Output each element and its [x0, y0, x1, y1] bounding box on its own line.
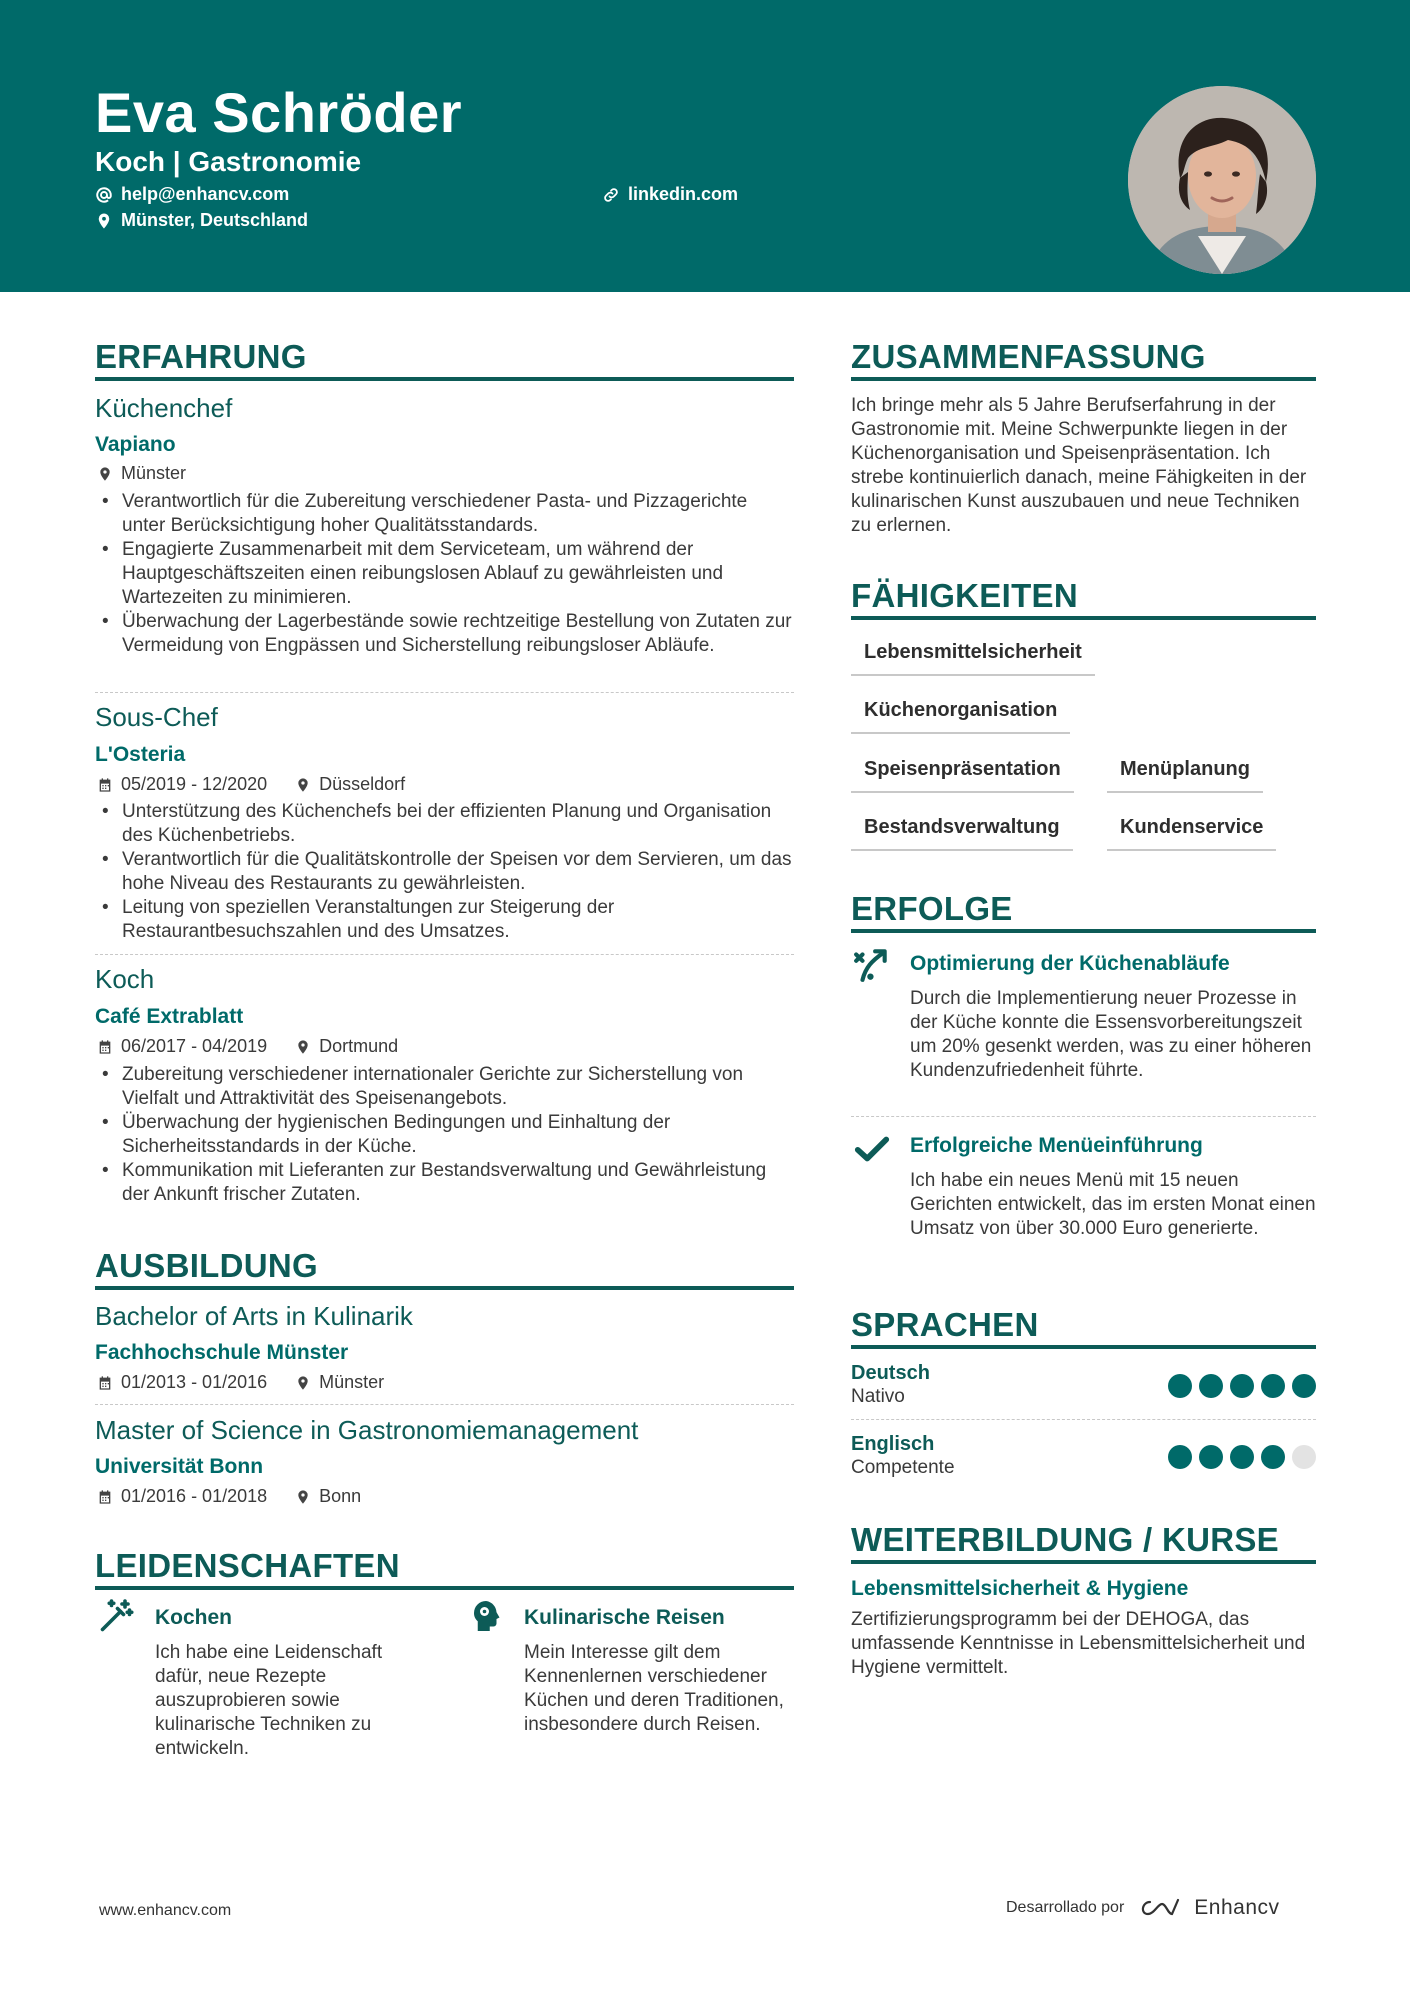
bullet-item: • Leitung von speziellen Veranstaltungen zur Steigerung der Restaurantbesuchszahlen und des Umsatzes. [95, 896, 795, 944]
job-bullets [95, 490, 795, 658]
section-title-courses: WEITERBILDUNG / KURSE [851, 1521, 1279, 1558]
head-brain-icon [468, 1598, 504, 1634]
bullet-item: • Verantwortlich für die Zubereitung verschiedener Pasta- und Pizzagerichte unter Berücksichtigung hoher Qualitätsstandards. [95, 490, 795, 538]
skill-tag: Lebensmittelsicherheit [851, 641, 1095, 676]
rating-dot-empty [1292, 1445, 1316, 1469]
bullet-item: • Kommunikation mit Lieferanten zur Bestandsverwaltung und Gewährleistung der Ankunft frischer Zutaten. [95, 1159, 795, 1207]
passion-text: Mein Interesse gilt dem Kennenlernen verschiedener Küchen und deren Traditionen, insbesondere durch Reisen. [524, 1642, 784, 1735]
section-rule [851, 929, 1316, 933]
section-rule [851, 1560, 1316, 1564]
candidate-name: Eva Schröder [95, 81, 463, 144]
course-text: Zertifizierungsprogramm bei der DEHOGA, das umfassende Kenntnisse in Lebensmittelsicherheit und Hygiene vermittelt. [851, 1609, 1306, 1678]
job-title: Küchenchef [95, 393, 233, 423]
brand-name: Enhancv [1194, 1896, 1280, 1919]
section-rule [851, 1345, 1316, 1349]
website-text: linkedin.com [628, 184, 739, 204]
language-level: Competente [851, 1457, 955, 1478]
school-name: Universität Bonn [95, 1455, 264, 1478]
rating-dot-filled [1168, 1445, 1192, 1469]
language-rating [1168, 1445, 1316, 1469]
rating-dot-filled [1261, 1445, 1285, 1469]
job-location: Dortmund [319, 1036, 399, 1056]
section-title-summary: ZUSAMMENFASSUNG [851, 338, 1206, 375]
course-title: Lebensmittelsicherheit & Hygiene [851, 1577, 1189, 1600]
website-contact[interactable] [602, 184, 738, 205]
at-icon [95, 186, 113, 204]
education-meta [97, 1486, 361, 1507]
location-text: Münster, Deutschland [121, 210, 309, 230]
section-title-achievements: ERFOLGE [851, 890, 1013, 927]
job-title: Koch [95, 964, 155, 994]
language-name: Englisch [851, 1433, 935, 1455]
job-bullets [95, 1063, 795, 1207]
section-rule [851, 616, 1316, 620]
degree-title: Master of Science in Gastronomiemanagement [95, 1415, 639, 1445]
footer-website[interactable]: www.enhancv.com [99, 1902, 232, 1919]
location-pin-icon [295, 1489, 311, 1505]
skill-tag: Menüplanung [1107, 758, 1263, 793]
section-title-languages: SPRACHEN [851, 1306, 1039, 1343]
company-name: Café Extrablatt [95, 1005, 244, 1028]
email-contact[interactable] [95, 184, 289, 205]
header-banner [0, 0, 1410, 292]
enhancv-logo-icon [1136, 1896, 1182, 1920]
job-bullets [95, 800, 795, 944]
company-name: L'Osteria [95, 743, 186, 766]
link-icon [602, 186, 620, 204]
checkmark-icon [853, 1130, 891, 1168]
job-meta [97, 463, 186, 484]
bullet-item: • Überwachung der Lagerbestände sowie rechtzeitige Bestellung von Zutaten zur Vermeidung von Engpässen und Sicherstellung reibungsloser Abläufe. [95, 610, 795, 658]
candidate-title: Koch | Gastronomie [95, 146, 362, 177]
rating-dot-filled [1292, 1374, 1316, 1398]
strategy-arrow-icon [853, 945, 891, 983]
bullet-item: • Verantwortlich für die Qualitätskontrolle der Speisen vor dem Servieren, um das hohe Niveau des Restaurants zu gewährleisten. [95, 848, 795, 896]
section-title-education: AUSBILDUNG [95, 1247, 318, 1284]
section-title-passions: LEIDENSCHAFTEN [95, 1547, 400, 1584]
rating-dot-filled [1230, 1374, 1254, 1398]
section-title-experience: ERFAHRUNG [95, 338, 307, 375]
rating-dot-filled [1199, 1445, 1223, 1469]
location-contact [95, 210, 308, 231]
rating-dot-filled [1168, 1374, 1192, 1398]
job-dates: 06/2017 - 04/2019 [121, 1036, 268, 1056]
achievement-text: Ich habe ein neues Menü mit 15 neuen Gerichten entwickelt, das im ersten Monat einen Umsatz von über 30.000 Euro generierte. [910, 1170, 1316, 1239]
powered-by-text: Desarrollado por [1006, 1899, 1125, 1916]
location-pin-icon [295, 1039, 311, 1055]
education-location: Münster [319, 1372, 385, 1392]
job-title: Sous-Chef [95, 702, 218, 732]
achievement-title: Optimierung der Küchenabläufe [910, 952, 1230, 975]
bullet-item: • Unterstützung des Küchenchefs bei der effizienten Planung und Organisation des Küchenbetriebs. [95, 800, 795, 848]
section-rule [95, 377, 794, 381]
divider [95, 954, 794, 955]
divider [851, 1116, 1316, 1117]
bullet-item: • Überwachung der hygienischen Bedingungen und Einhaltung der Sicherheitsstandards in der Küche. [95, 1111, 795, 1159]
divider [95, 1404, 794, 1405]
passion-title: Kochen [155, 1606, 233, 1629]
passion-title: Kulinarische Reisen [524, 1606, 725, 1629]
job-location: Münster [121, 463, 187, 483]
job-dates: 05/2019 - 12/2020 [121, 774, 268, 794]
calendar-icon [97, 1489, 113, 1505]
education-dates: 01/2016 - 01/2018 [121, 1486, 268, 1506]
rating-dot-filled [1199, 1374, 1223, 1398]
section-rule [95, 1586, 794, 1590]
skill-tag: Bestandsverwaltung [851, 816, 1073, 851]
footer-branding [1006, 1896, 1280, 1920]
school-name: Fachhochschule Münster [95, 1341, 349, 1364]
rating-dot-filled [1230, 1445, 1254, 1469]
divider [95, 692, 794, 693]
calendar-icon [97, 1039, 113, 1055]
skill-tag: Kundenservice [1107, 816, 1276, 851]
language-level: Nativo [851, 1386, 905, 1407]
profile-photo [1128, 86, 1316, 274]
location-pin-icon [95, 212, 113, 230]
company-name: Vapiano [95, 433, 176, 456]
location-pin-icon [97, 466, 113, 482]
section-title-skills: FÄHIGKEITEN [851, 577, 1078, 614]
bullet-item: • Engagierte Zusammenarbeit mit dem Serviceteam, um während der Hauptgeschäftszeiten einen reibungslosen Ablauf zu gewährleisten und Wartezeiten zu minimieren. [95, 538, 795, 610]
rating-dot-filled [1261, 1374, 1285, 1398]
job-meta [97, 774, 405, 795]
education-dates: 01/2013 - 01/2016 [121, 1372, 268, 1392]
divider [851, 1419, 1316, 1420]
education-location: Bonn [319, 1486, 362, 1506]
location-pin-icon [295, 777, 311, 793]
magic-wand-icon [98, 1598, 134, 1634]
job-meta [97, 1036, 398, 1057]
achievement-title: Erfolgreiche Menüeinführung [910, 1134, 1203, 1157]
section-rule [851, 377, 1316, 381]
location-pin-icon [295, 1375, 311, 1391]
achievement-text: Durch die Implementierung neuer Prozesse in der Küche konnte die Essensvorbereitungszeit um 20% gesenkt werden, was zu einer höheren Kundenzufriedenheit führte. [910, 988, 1312, 1081]
section-rule [95, 1286, 794, 1290]
calendar-icon [97, 777, 113, 793]
skill-tag: Speisenpräsentation [851, 758, 1074, 793]
bullet-item: • Zubereitung verschiedener internationaler Gerichte zur Sicherstellung von Vielfalt und Attraktivität des Speisenangebots. [95, 1063, 795, 1111]
email-text: help@enhancv.com [121, 184, 290, 204]
language-rating [1168, 1374, 1316, 1398]
degree-title: Bachelor of Arts in Kulinarik [95, 1301, 413, 1331]
passion-text: Ich habe eine Leidenschaft dafür, neue Rezepte auszuprobieren sowie kulinarische Techniken zu entwickeln. [155, 1642, 383, 1759]
education-meta [97, 1372, 384, 1393]
calendar-icon [97, 1375, 113, 1391]
skill-tag: Küchenorganisation [851, 699, 1070, 734]
summary-text: Ich bringe mehr als 5 Jahre Berufserfahrung in der Gastronomie mit. Meine Schwerpunkte liegen in der Küchenorganisation und Speisenpräsentation. Ich strebe kontinuierlich danach, meine Fähigkeiten in der kulinarischen Kunst auszubauen und neue Techniken zu erlernen. [851, 395, 1307, 536]
job-location: Düsseldorf [319, 774, 406, 794]
language-name: Deutsch [851, 1362, 930, 1384]
